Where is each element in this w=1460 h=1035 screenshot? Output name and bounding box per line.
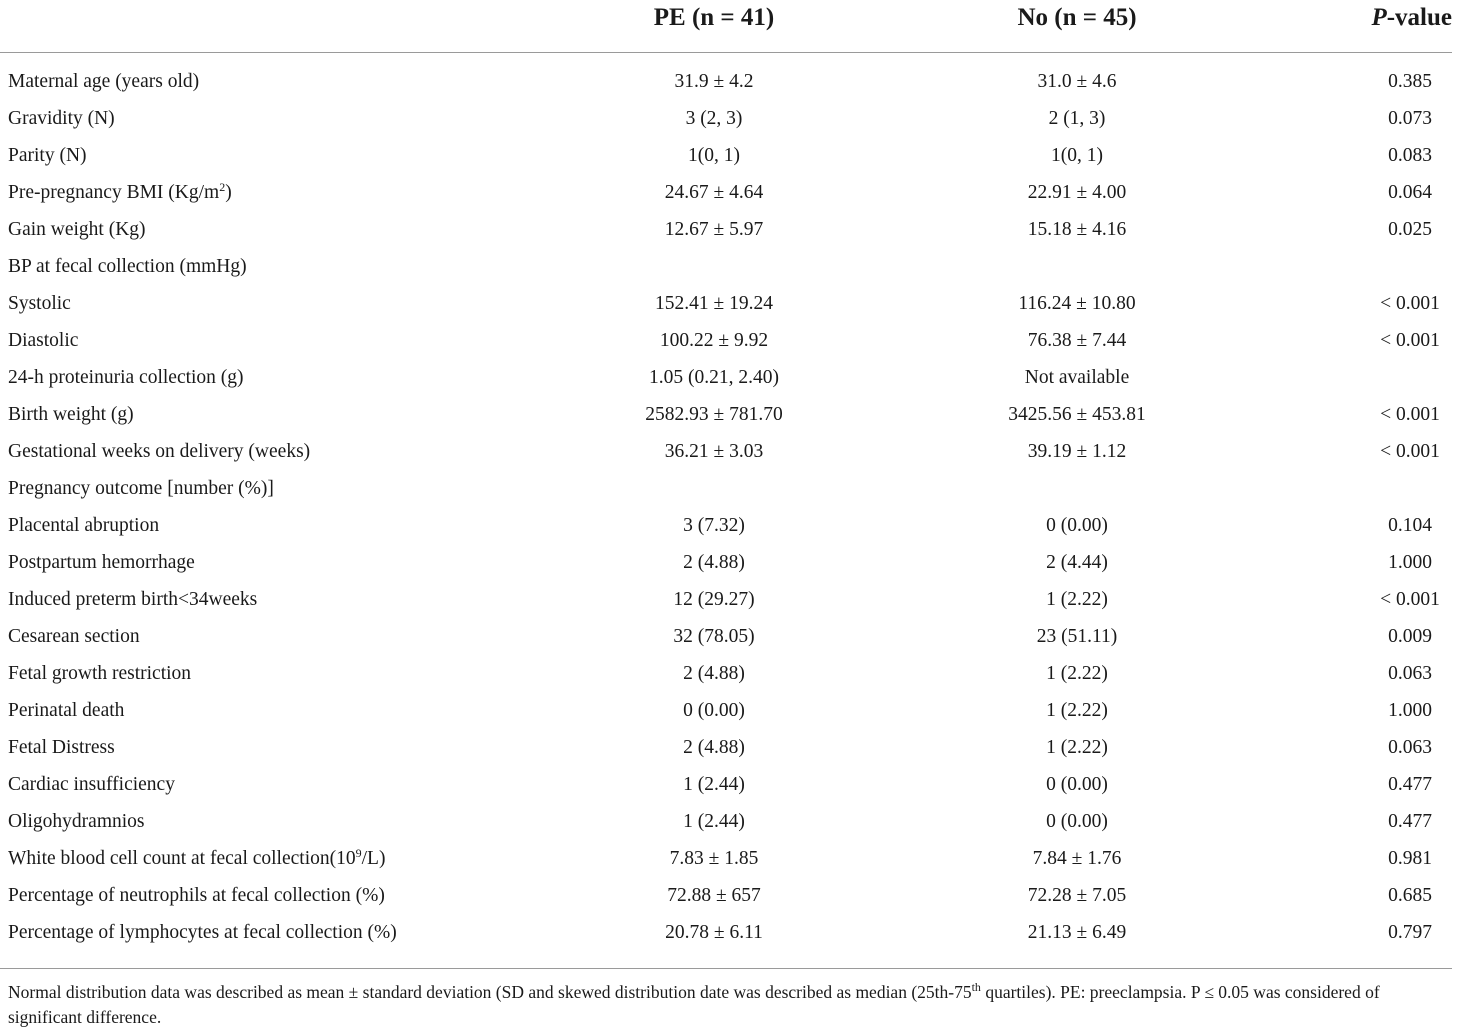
table-row <box>0 620 1460 657</box>
footnote-part2: quartiles). PE: preeclampsia. P ≤ 0.05 was considered of significant difference. <box>8 982 1380 1027</box>
row-label <box>8 71 199 93</box>
row-label <box>8 330 78 352</box>
row-label <box>8 552 195 574</box>
cell-no: 1 (2.22) <box>1046 737 1108 758</box>
table-row <box>0 768 1460 805</box>
table-row <box>0 65 1460 102</box>
cell-p-value: 0.981 <box>1388 848 1432 869</box>
row-label <box>8 774 175 796</box>
table-row <box>0 435 1460 472</box>
footnote-part1: Normal distribution data was described as mean ± standard deviation (SD and skewed distribution date was described as median (25th-75 <box>8 982 972 1002</box>
cell-no: 0 (0.00) <box>1046 811 1108 832</box>
cell-p-value: 0.064 <box>1388 182 1432 203</box>
row-label-text: Gestational weeks on delivery (weeks) <box>8 441 311 462</box>
row-label-text: Postpartum hemorrhage <box>8 552 195 573</box>
cell-pe: 0 (0.00) <box>683 700 745 721</box>
table-row <box>0 583 1460 620</box>
cell-p-value: 0.477 <box>1388 774 1432 795</box>
row-label-text: BP at fecal collection (mmHg) <box>8 256 247 277</box>
row-label <box>8 478 274 500</box>
row-label <box>8 885 385 907</box>
cell-no: Not available <box>1024 367 1130 388</box>
cell-no: 31.0 ± 4.6 <box>1037 71 1117 92</box>
table-row <box>0 102 1460 139</box>
cell-p-value: < 0.001 <box>1380 404 1440 425</box>
row-label-text: Gain weight (Kg) <box>8 219 146 240</box>
cell-p-value: < 0.001 <box>1380 330 1440 351</box>
cell-pe: 12 (29.27) <box>673 589 755 610</box>
cell-p-value: 0.063 <box>1388 737 1432 758</box>
table-row <box>0 916 1460 953</box>
cell-pe: 2 (4.88) <box>683 663 745 684</box>
cell-p-value: 1.000 <box>1388 700 1432 721</box>
row-label-text: Birth weight (g) <box>8 404 134 425</box>
header-no: No (n = 45) <box>1017 4 1137 31</box>
row-label-suffix: /L) <box>361 848 386 869</box>
cell-pe: 24.67 ± 4.64 <box>664 182 764 203</box>
table-row <box>0 176 1460 213</box>
row-label-superscript: 2 <box>219 180 226 194</box>
cell-no: 0 (0.00) <box>1046 774 1108 795</box>
row-label <box>8 256 247 278</box>
cell-p-value: 0.009 <box>1388 626 1432 647</box>
cell-no: 39.19 ± 1.12 <box>1027 441 1127 462</box>
bottom-rule <box>0 968 1452 969</box>
cell-pe: 1 (2.44) <box>683 811 745 832</box>
row-label-text: Gravidity (N) <box>8 108 115 129</box>
cell-no: 0 (0.00) <box>1046 515 1108 536</box>
row-label-text: Placental abruption <box>8 515 160 536</box>
row-label-text: Percentage of lymphocytes at fecal collection (%) <box>8 922 397 943</box>
row-label <box>8 293 71 315</box>
header-p-rest: -value <box>1386 4 1452 31</box>
cell-no: 116.24 ± 10.80 <box>1018 293 1136 314</box>
row-label-text: Cardiac insufficiency <box>8 774 175 795</box>
cell-no: 1 (2.22) <box>1046 700 1108 721</box>
table-row <box>0 361 1460 398</box>
row-label-text: Induced preterm birth<34weeks <box>8 589 258 610</box>
cell-no: 1 (2.22) <box>1046 663 1108 684</box>
cell-pe: 36.21 ± 3.03 <box>664 441 764 462</box>
row-label <box>8 515 159 537</box>
table-row <box>0 250 1460 287</box>
row-label-text: Parity (N) <box>8 145 87 166</box>
cell-pe: 100.22 ± 9.92 <box>659 330 769 351</box>
cell-pe: 32 (78.05) <box>673 626 755 647</box>
row-label <box>8 219 146 241</box>
cell-pe: 72.88 ± 657 <box>667 885 761 906</box>
table-row <box>0 805 1460 842</box>
row-label-text: Percentage of neutrophils at fecal collection (%) <box>8 885 385 906</box>
cell-p-value: 1.000 <box>1388 552 1432 573</box>
row-label-text: Oligohydramnios <box>8 811 145 832</box>
cell-pe: 12.67 ± 5.97 <box>664 219 764 240</box>
row-label-text: Pre-pregnancy BMI (Kg/m <box>8 182 220 203</box>
row-label <box>8 811 145 833</box>
header-p-value <box>1371 4 1452 32</box>
row-label-text: Fetal Distress <box>8 737 115 758</box>
table-row <box>0 139 1460 176</box>
table-row <box>0 509 1460 546</box>
table-row <box>0 324 1460 361</box>
table-row <box>0 694 1460 731</box>
cell-p-value: 0.385 <box>1388 71 1432 92</box>
cell-pe: 20.78 ± 6.11 <box>665 922 763 943</box>
row-label <box>8 441 310 463</box>
cell-no: 2 (4.44) <box>1046 552 1108 573</box>
table-header <box>0 0 1460 48</box>
cell-p-value: 0.477 <box>1388 811 1432 832</box>
cell-no: 2 (1, 3) <box>1048 108 1106 129</box>
table-row <box>0 879 1460 916</box>
row-label <box>8 922 397 944</box>
row-label-text: Maternal age (years old) <box>8 71 200 92</box>
cell-pe: 31.9 ± 4.2 <box>674 71 754 92</box>
row-label <box>8 182 232 204</box>
cell-no: 72.28 ± 7.05 <box>1027 885 1127 906</box>
cell-pe: 7.83 ± 1.85 <box>669 848 759 869</box>
cell-pe: 1.05 (0.21, 2.40) <box>649 367 779 388</box>
cell-p-value: < 0.001 <box>1380 293 1440 314</box>
row-label-text: Pregnancy outcome [number (%)] <box>8 478 274 499</box>
cell-no: 3425.56 ± 453.81 <box>1008 404 1146 425</box>
row-label <box>8 108 115 130</box>
cell-no: 23 (51.11) <box>1036 626 1118 647</box>
row-label-text: Fetal growth restriction <box>8 663 192 684</box>
row-label-text: 24-h proteinuria collection (g) <box>8 367 244 388</box>
row-label-text: Diastolic <box>8 330 79 351</box>
cell-pe: 1(0, 1) <box>688 145 740 166</box>
cell-no: 76.38 ± 7.44 <box>1027 330 1127 351</box>
row-label <box>8 367 244 389</box>
row-label <box>8 848 385 870</box>
footnote-sup: th <box>971 980 981 994</box>
cell-p-value: 0.063 <box>1388 663 1432 684</box>
row-label-superscript: 9 <box>355 846 362 860</box>
cell-no: 15.18 ± 4.16 <box>1027 219 1127 240</box>
cell-p-value: < 0.001 <box>1380 589 1440 610</box>
cell-p-value: 0.083 <box>1388 145 1432 166</box>
row-label <box>8 737 115 759</box>
header-pe: PE (n = 41) <box>653 4 775 31</box>
table-row <box>0 287 1460 324</box>
row-label-suffix: ) <box>225 182 232 203</box>
cell-no: 22.91 ± 4.00 <box>1027 182 1127 203</box>
cell-no: 1 (2.22) <box>1046 589 1108 610</box>
cell-pe: 152.41 ± 19.24 <box>655 293 773 314</box>
table-row <box>0 546 1460 583</box>
cell-no: 21.13 ± 6.49 <box>1027 922 1127 943</box>
cell-p-value: 0.797 <box>1388 922 1432 943</box>
row-label <box>8 404 134 426</box>
cell-p-value: 0.025 <box>1388 219 1432 240</box>
row-label <box>8 700 124 722</box>
cell-p-value: 0.685 <box>1388 885 1432 906</box>
row-label <box>8 663 191 685</box>
cell-pe: 1 (2.44) <box>683 774 745 795</box>
cell-p-value: 0.104 <box>1388 515 1432 536</box>
row-label <box>8 145 87 167</box>
table-row <box>0 213 1460 250</box>
cell-p-value: < 0.001 <box>1380 441 1440 462</box>
cell-no: 7.84 ± 1.76 <box>1032 848 1122 869</box>
cell-pe: 2582.93 ± 781.70 <box>645 404 783 425</box>
cell-pe: 2 (4.88) <box>683 737 745 758</box>
table-row <box>0 842 1460 879</box>
row-label-text: Systolic <box>8 293 71 314</box>
cell-p-value: 0.073 <box>1388 108 1432 129</box>
row-label-text: Cesarean section <box>8 626 140 647</box>
cell-pe: 3 (2, 3) <box>685 108 743 129</box>
table-footnote <box>8 980 1454 1030</box>
row-label-text: White blood cell count at fecal collection(10 <box>8 848 356 869</box>
table-row <box>0 731 1460 768</box>
cell-no: 1(0, 1) <box>1051 145 1103 166</box>
cell-pe: 3 (7.32) <box>683 515 745 536</box>
table-row <box>0 398 1460 435</box>
table-row <box>0 657 1460 694</box>
row-label-text: Perinatal death <box>8 700 125 721</box>
row-label <box>8 589 257 611</box>
cell-pe: 2 (4.88) <box>683 552 745 573</box>
header-p-italic: P <box>1371 4 1387 31</box>
header-rule <box>0 52 1452 53</box>
table-body <box>0 65 1460 953</box>
row-label <box>8 626 140 648</box>
table-row <box>0 472 1460 509</box>
